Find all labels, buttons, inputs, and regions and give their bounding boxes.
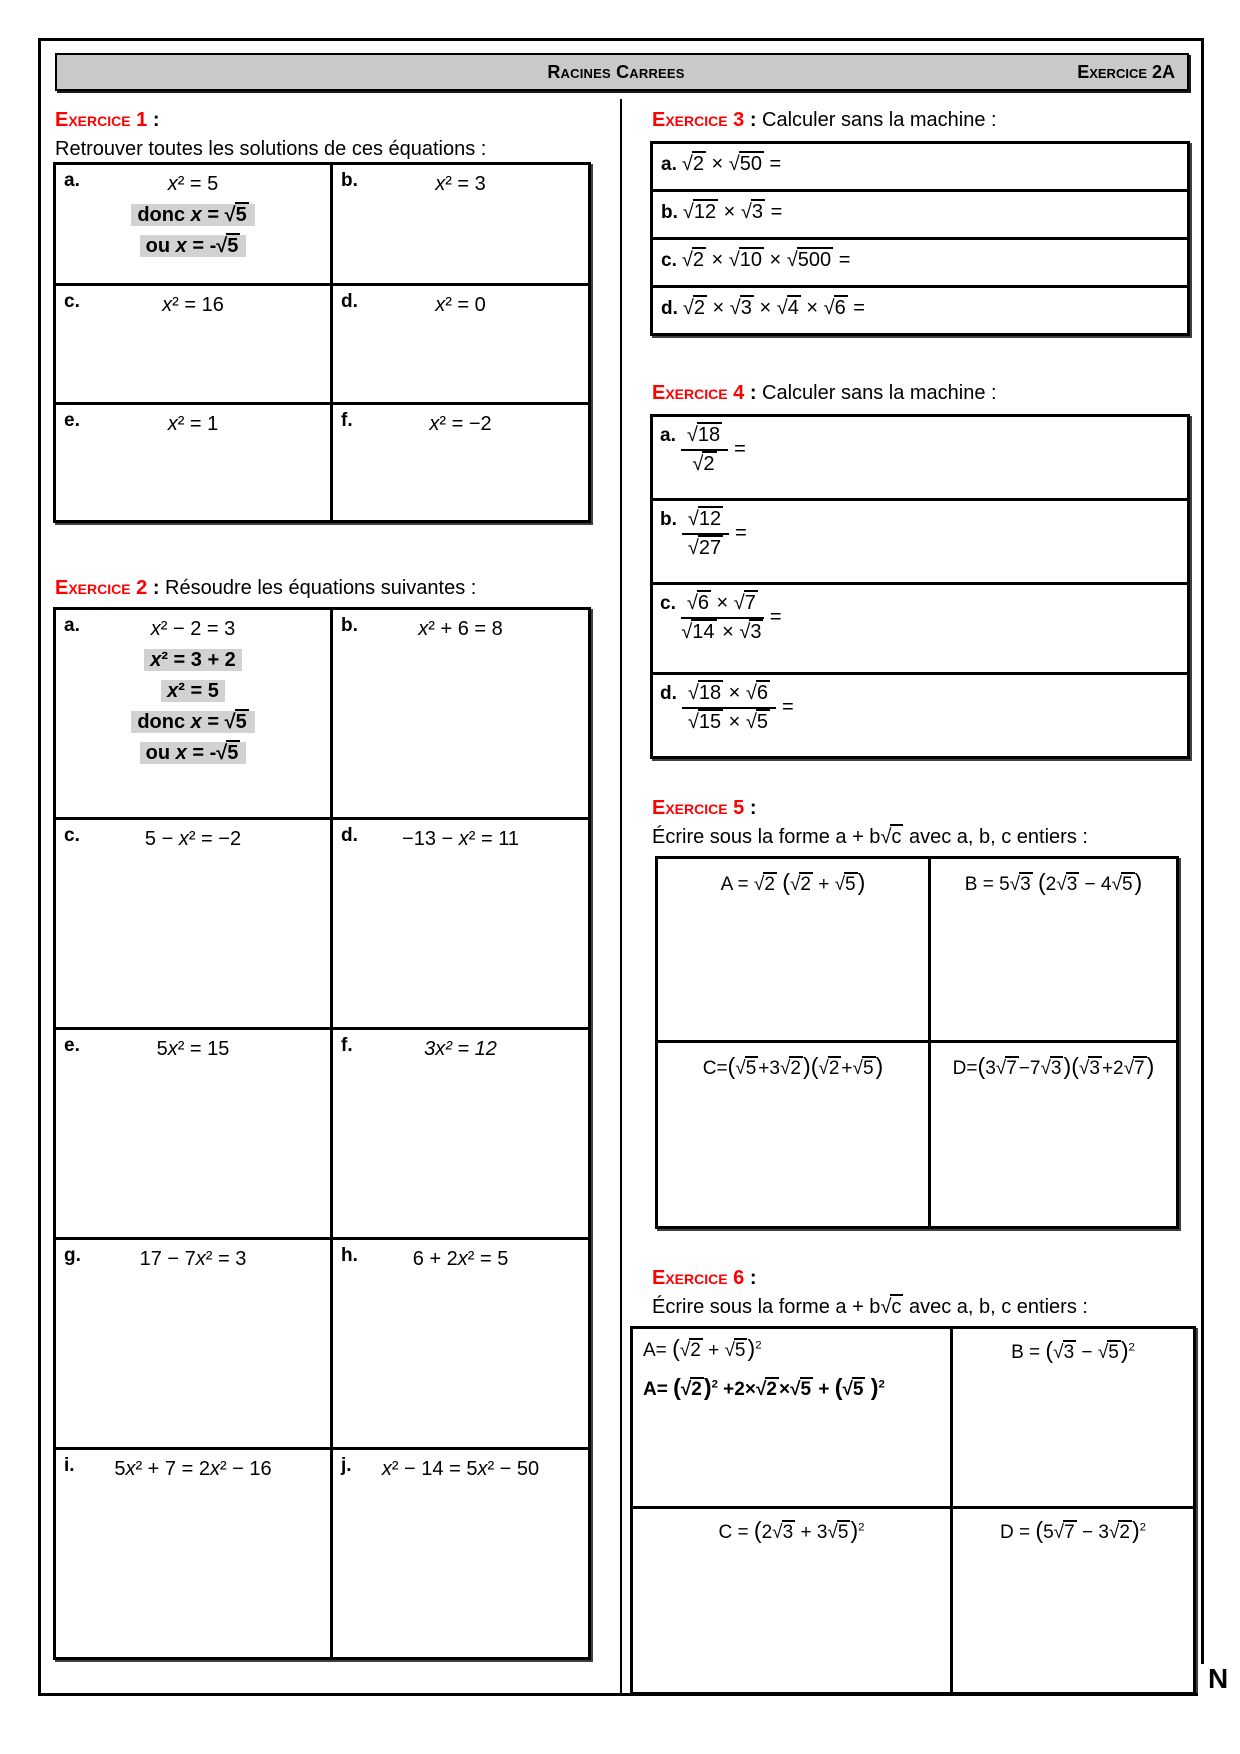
- equation: 6 + 2x² = 5: [412, 1248, 509, 1270]
- equals-sign: =: [782, 695, 794, 718]
- exercise1-table: [53, 162, 591, 523]
- equation: x² = 5: [167, 173, 219, 195]
- exercise3-instruction: Calculer sans la machine :: [762, 109, 997, 131]
- item-label: f.: [341, 1035, 353, 1056]
- ex4-item-a: a. $\frac{√18}{√2}$ =: [652, 416, 1189, 500]
- ex5-cell-D: [930, 1042, 1178, 1228]
- expression: C=(√5 +3√2)(√2 +√5): [702, 1053, 884, 1079]
- ex2-cell-d: [332, 819, 590, 1029]
- item-label: a.: [64, 170, 80, 191]
- item-label: e.: [64, 410, 80, 431]
- expression: $A= (√2 + √5)^2$: [643, 1335, 762, 1361]
- equation: x² − 2 = 3: [150, 618, 236, 640]
- solution-line: x² = 5: [57, 680, 329, 703]
- equation: 3x² = 12: [424, 1038, 497, 1060]
- solution-line: donc x = √5: [57, 204, 329, 227]
- corner-logo: N: [1198, 1664, 1236, 1698]
- ex2-cell-a: [55, 609, 332, 819]
- ex3-item-b: b. √12 × √3 =: [652, 191, 1189, 239]
- exercise1-instruction: Retrouver toutes les solutions de ces équations :: [55, 138, 487, 160]
- exercise2-heading: Exercice 2 : Résoudre les équations suivantes :: [55, 577, 477, 599]
- exercise4-table: [650, 414, 1190, 759]
- item-label: e.: [64, 1035, 80, 1056]
- right-column: [622, 99, 1201, 1693]
- expression: √12 × √3 =: [682, 201, 783, 223]
- ex1-cell-e: [55, 404, 332, 522]
- worksheet-header-bar: [55, 53, 1189, 91]
- ex6-cell-A: [632, 1328, 952, 1508]
- ex4-item-c: c. $\frac{√6 \times √7}{√14 \times √3}$ =: [652, 584, 1189, 674]
- ex2-cell-f: [332, 1029, 590, 1239]
- solution-line: x² = 3 + 2: [57, 649, 329, 672]
- exercise3-table: [650, 141, 1190, 336]
- ex4-item-d: d. $\frac{√18 \times √6}{√15 \times √5}$ =: [652, 674, 1189, 758]
- ex2-cell-h: [332, 1239, 590, 1449]
- expression: √2 × √50 =: [681, 153, 782, 175]
- ex6-cell-D: [952, 1508, 1195, 1694]
- solution-line: ou x = -√5: [57, 235, 329, 258]
- solution-line: $A= (√2)^2 +2\times√2 \times√5 + (√5$ )$^2$: [643, 1374, 885, 1400]
- solution-line: ou x = -√5: [57, 742, 329, 765]
- equals-sign: =: [734, 437, 746, 460]
- item-label: b.: [341, 615, 358, 636]
- exercise6-title: Exercice 6: [652, 1267, 745, 1289]
- equals-sign: =: [769, 605, 782, 628]
- fraction: $\frac{√6 \times √7}{√14 \times √3}$: [681, 592, 764, 644]
- equation: x² = 0: [435, 294, 486, 316]
- ex2-cell-e: [55, 1029, 332, 1239]
- solution-line: donc x = √5: [57, 711, 329, 734]
- item-label: d.: [341, 825, 358, 846]
- worksheet-columns: [41, 99, 1201, 1693]
- equation: 5x² = 15: [156, 1038, 230, 1060]
- exercise6-table: [630, 1326, 1196, 1693]
- item-label: h.: [341, 1245, 358, 1266]
- left-column: [41, 99, 620, 1693]
- exercise1-heading: Exercice 1 :: [55, 109, 160, 131]
- exercise2-instruction: Résoudre les équations suivantes :: [165, 577, 477, 599]
- ex5-cell-A: [657, 858, 930, 1042]
- equation: x² = 1: [167, 413, 219, 435]
- exercise5-title: Exercice 5: [652, 797, 745, 819]
- item-label: c.: [64, 291, 80, 312]
- expression: B = 5√3 (2√3 − 4√5): [964, 869, 1143, 895]
- equation: 5x² + 7 = 2x² − 16: [114, 1458, 272, 1480]
- ex5-cell-C: [657, 1042, 930, 1228]
- exercise3-heading: Exercice 3 : Calculer sans la machine :: [652, 109, 997, 131]
- equation: 5 − x² = −2: [144, 828, 242, 850]
- equation: 17 − 7x² = 3: [139, 1248, 247, 1270]
- equation: −13 − x² = 11: [402, 828, 519, 850]
- page-title: Racines Carrees: [547, 61, 685, 82]
- expression: $C = (2√3 + 3√5)^2$: [718, 1517, 865, 1543]
- item-label: g.: [64, 1245, 81, 1266]
- item-label: c.: [64, 825, 80, 846]
- equals-sign: =: [735, 521, 747, 544]
- ex6-cell-B: [952, 1328, 1195, 1508]
- fraction: $\frac{√18}{√2}$: [681, 424, 728, 476]
- expression: √2 × √3 × √4 × √6 =: [682, 297, 865, 319]
- exercise4-title: Exercice 4: [652, 382, 745, 404]
- item-label: b.: [341, 170, 358, 191]
- exercise-reference: Exercice 2A: [1077, 61, 1176, 82]
- expression: A = √2 (√2 + √5): [720, 869, 866, 895]
- equation: x² = 16: [162, 294, 224, 316]
- exercise6-heading: Exercice 6 :: [652, 1267, 757, 1289]
- ex5-cell-B: [930, 858, 1178, 1042]
- exercise4-instruction: Calculer sans la machine :: [762, 382, 997, 404]
- exercise3-title: Exercice 3: [652, 109, 745, 131]
- ex1-cell-b: [332, 164, 590, 285]
- ex3-item-c: c. √2 × √10 × √500 =: [652, 239, 1189, 287]
- ex4-item-b: b. $\frac{√12}{√27}$ =: [652, 500, 1189, 584]
- exercise5-instruction: Écrire sous la forme a + b√c avec a, b, c entiers :: [652, 826, 1088, 848]
- expression: √2 × √10 × √500 =: [681, 249, 851, 271]
- exercise6-instruction: Écrire sous la forme a + b√c avec a, b, c entiers :: [652, 1296, 1088, 1318]
- fraction: $\frac{√12}{√27}$: [682, 508, 729, 560]
- item-label: d.: [341, 291, 358, 312]
- ex1-cell-f: [332, 404, 590, 522]
- exercise5-table: [655, 856, 1179, 1229]
- item-label: f.: [341, 410, 353, 431]
- equation: x² + 6 = 8: [418, 618, 503, 640]
- ex2-cell-b: [332, 609, 590, 819]
- exercise4-heading: Exercice 4 : Calculer sans la machine :: [652, 382, 997, 404]
- exercise2-table: [53, 607, 591, 1660]
- exercise2-title: Exercice 2: [55, 577, 148, 599]
- ex2-cell-i: [55, 1449, 332, 1659]
- exercise5-heading: Exercice 5 :: [652, 797, 757, 819]
- header-ref-wrap: [685, 62, 1187, 83]
- ex3-item-a: a. √2 × √50 =: [652, 143, 1189, 191]
- ex1-cell-a: [55, 164, 332, 285]
- ex2-cell-g: [55, 1239, 332, 1449]
- ex1-cell-c: [55, 285, 332, 404]
- expression: D=(3√7 −7√3)(√3 +2√7): [952, 1053, 1155, 1079]
- item-label: i.: [64, 1455, 75, 1476]
- expression: $D = (5√7 - 3√2)^2$: [1000, 1517, 1146, 1543]
- ex3-item-d: d. √2 × √3 × √4 × √6 =: [652, 287, 1189, 335]
- fraction: $\frac{√18 \times √6}{√15 \times √5}$: [682, 682, 776, 734]
- ex2-cell-j: [332, 1449, 590, 1659]
- worksheet-page: [38, 38, 1204, 1696]
- item-label: a.: [64, 615, 80, 636]
- ex1-cell-d: [332, 285, 590, 404]
- equation: x² − 14 = 5x² − 50: [381, 1458, 540, 1480]
- equation: x² = 3: [435, 173, 486, 195]
- ex6-cell-C: [632, 1508, 952, 1694]
- exercise1-title: Exercice 1: [55, 109, 148, 131]
- equation: x² = −2: [429, 413, 492, 435]
- item-label: j.: [341, 1455, 352, 1476]
- ex2-cell-c: [55, 819, 332, 1029]
- expression: $B = (√3 - √5)^2$: [1011, 1337, 1135, 1363]
